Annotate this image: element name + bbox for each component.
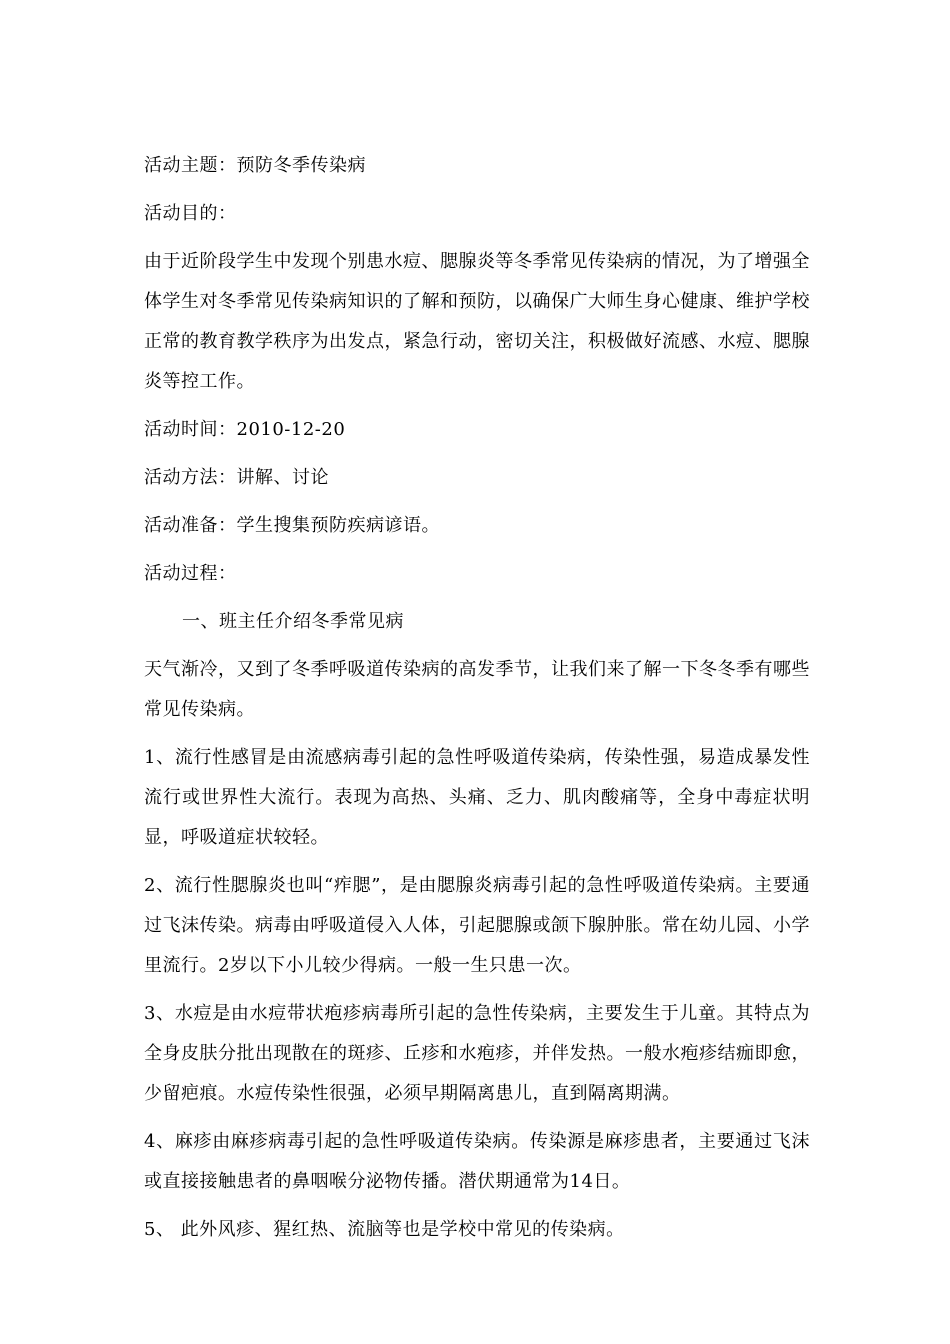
list-item-other-diseases: 5、 此外风疹、猩红热、流脑等也是学校中常见的传染病。: [144, 1219, 625, 1240]
document-body: [144, 146, 810, 1258]
list-item-mumps: 2、流行性腮腺炎也叫“痄腮”，是由腮腺炎病毒引起的急性呼吸道传染病。主要通过飞沫传染。病毒由呼吸道侵入人体，引起腮腺或颌下腺肿胀。常在幼儿园、小学里流行。2岁以下小儿较少得病。一般一生只患一次。: [144, 875, 810, 976]
activity-theme: 活动主题：预防冬季传染病: [144, 155, 366, 176]
intro-paragraph: 天气渐冷，又到了冬季呼吸道传染病的高发季节，让我们来了解一下冬冬季有哪些常见传染病。: [144, 659, 810, 720]
activity-process-heading: 活动过程：: [144, 563, 237, 584]
activity-preparation: 活动准备：学生搜集预防疾病谚语。: [144, 515, 440, 536]
list-item-measles: 4、麻疹由麻疹病毒引起的急性呼吸道传染病。传染源是麻疹患者，主要通过飞沫或直接接触患者的鼻咽喉分泌物传播。潜伏期通常为14日。: [144, 1131, 810, 1192]
activity-purpose-text: 由于近阶段学生中发现个别患水痘、腮腺炎等冬季常见传染病的情况，为了增强全体学生对冬季常见传染病知识的了解和预防，以确保广大师生身心健康、维护学校正常的教育教学秩序为出发点，紧急行动，密切关注，积极做好流感、水痘、腮腺炎等控工作。: [144, 251, 810, 392]
activity-purpose-heading: 活动目的：: [144, 203, 237, 224]
activity-time: 活动时间：2010-12-20: [144, 419, 346, 440]
list-item-influenza: 1、流行性感冒是由流感病毒引起的急性呼吸道传染病，传染性强，易造成暴发性流行或世界性大流行。表现为高热、头痛、乏力、肌肉酸痛等，全身中毒症状明显，呼吸道症状较轻。: [144, 747, 810, 848]
section-one-title: 一、班主任介绍冬季常见病: [182, 611, 404, 632]
list-item-chickenpox: 3、水痘是由水痘带状疱疹病毒所引起的急性传染病，主要发生于儿童。其特点为全身皮肤分批出现散在的斑疹、丘疹和水疱疹，并伴发热。一般水疱疹结痂即愈，少留疤痕。水痘传染性很强，必须早期隔离患儿，直到隔离期满。: [144, 1003, 810, 1104]
activity-method: 活动方法：讲解、讨论: [144, 467, 329, 488]
